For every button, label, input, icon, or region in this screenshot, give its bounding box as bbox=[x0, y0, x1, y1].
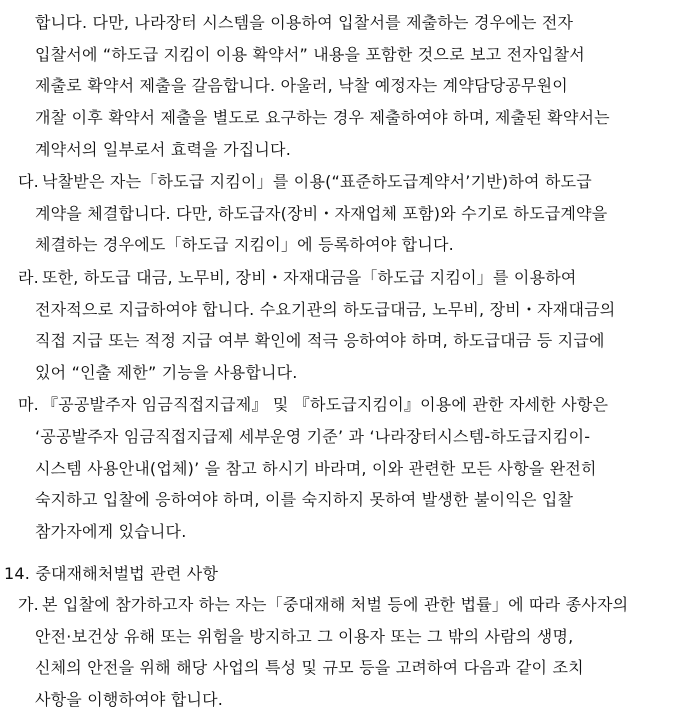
item-da-line-3: 체결하는 경우에도「하도급 지킴이」에 등록하여야 합니다. bbox=[35, 235, 454, 255]
item-da-line-1: 낙찰받은 자는「하도급 지킴이」를 이용(“표준하도급계약서’기반)하여 하도급 bbox=[42, 172, 592, 192]
item-ma-line-2: ‘공공발주자 임금직접지급제 세부운영 기준’ 과 ‘나라장터시스템-하도급지킴이- bbox=[35, 426, 591, 446]
item-ra-line-3: 직접 지급 또는 적정 지급 여부 확인에 적극 응하여야 하며, 하도급대금 등 지급에 bbox=[35, 331, 605, 351]
section-14-item-ga-line-1: 본 입찰에 참가하고자 하는 자는「중대재해 처벌 등에 관한 법률」에 따라 종사자의 bbox=[42, 595, 629, 615]
carryover-line-5: 계약서의 일부로서 효력을 가집니다. bbox=[35, 139, 291, 159]
item-ra-line-1: 또한, 하도급 대금, 노무비, 장비・자재대금을「하도급 지킴이」를 이용하여 bbox=[42, 267, 577, 287]
carryover-line-3: 제출로 확약서 제출을 갈음합니다. 아울러, 낙찰 예정자는 계약담당공무원이 bbox=[35, 76, 568, 96]
item-ma-line-4: 숙지하고 입찰에 응하여야 하며, 이를 숙지하지 못하여 발생한 불이익은 입찰 bbox=[35, 490, 574, 510]
section-14-item-ga-marker: 가. bbox=[18, 595, 39, 615]
item-da-line-2: 계약을 체결합니다. 다만, 하도급자(장비・자재업체 포함)와 수기로 하도급계약을 bbox=[35, 203, 608, 223]
section-14-item-ga-line-4: 사항을 이행하여야 합니다. bbox=[35, 690, 224, 709]
carryover-line-4: 개찰 이후 확약서 제출을 별도로 요구하는 경우 제출하여야 하며, 제출된 확약서는 bbox=[35, 107, 610, 127]
item-ma-line-1: 『공공발주자 임금직접지급제』 및 『하도급지킴이』이용에 관한 자세한 사항은 bbox=[42, 395, 609, 415]
carryover-line-1: 합니다. 다만, 나라장터 시스템을 이용하여 입찰서를 제출하는 경우에는 전자 bbox=[35, 13, 574, 32]
item-ma-marker: 마. bbox=[18, 395, 39, 415]
section-14-item-ga-line-3: 신체의 안전을 위해 해당 사업의 특성 및 규모 등을 고려하여 다음과 같이 조치 bbox=[35, 658, 584, 678]
item-ra-line-2: 전자적으로 지급하여야 합니다. 수요기관의 하도급대금, 노무비, 장비・자재대금의 bbox=[35, 299, 616, 319]
section-14-heading: 14. 중대재해처벌법 관련 사항 bbox=[4, 564, 219, 584]
item-ra-line-4: 있어 “인출 제한” 기능을 사용합니다. bbox=[35, 362, 298, 382]
item-da-marker: 다. bbox=[18, 172, 39, 192]
section-14-item-ga-line-2: 안전·보건상 유해 또는 위험을 방지하고 그 이용자 또는 그 밖의 사람의 생명, bbox=[35, 626, 574, 646]
item-ma-line-3: 시스템 사용안내(업체)’ 을 참고 하시기 바라며, 이와 관련한 모든 사항을 완전히 bbox=[35, 458, 597, 478]
carryover-line-2: 입찰서에 “하도급 지킴이 이용 확약서” 내용을 포함한 것으로 보고 전자입찰서 bbox=[35, 44, 585, 64]
item-ra-marker: 라. bbox=[18, 267, 39, 287]
item-ma-line-5: 참가자에게 있습니다. bbox=[35, 521, 187, 541]
